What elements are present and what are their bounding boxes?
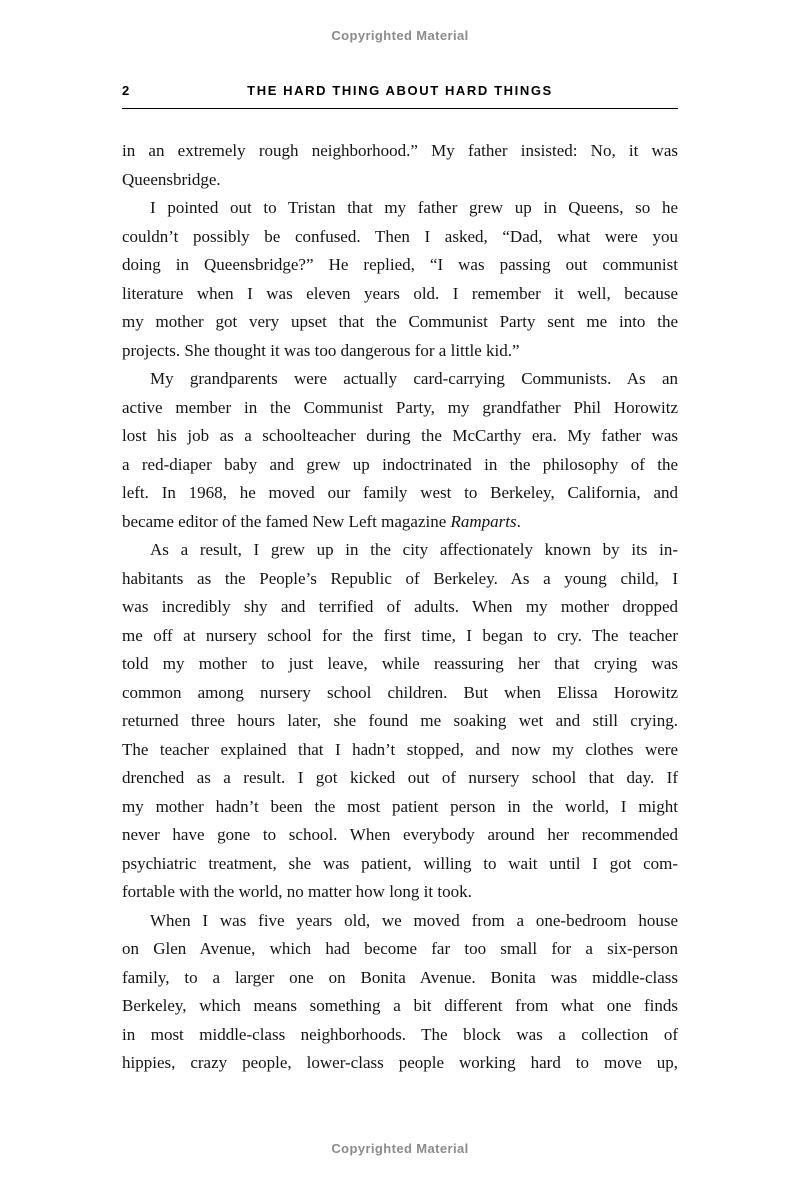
text-line: common among nursery school children. But when Elissa Horowitz bbox=[122, 682, 678, 702]
header-rule bbox=[122, 108, 678, 109]
text-line: As a result, I grew up in the city affectionately known by its in- bbox=[150, 540, 678, 559]
text-line: me off at nursery school for the first time, I began to cry. The teacher bbox=[122, 625, 678, 645]
text-line: never have gone to school. When everybody around her recommended bbox=[122, 825, 678, 844]
text-line: my mother hadn’t been the most patient person in the world, I might bbox=[122, 796, 678, 816]
text-line: lost his job as a schoolteacher during the McCarthy era. My father was bbox=[122, 426, 678, 445]
text-line: my mother got very upset that the Communist Party sent me into the bbox=[122, 312, 678, 331]
text-line: in most middle-class neighborhoods. The block was a collection of bbox=[122, 1024, 678, 1044]
text-line: drenched as a result. I got kicked out of nursery school that day. If bbox=[122, 768, 678, 787]
text-line: active member in the Communist Party, my grandfather Phil Horowitz bbox=[122, 397, 678, 417]
text-line: returned three hours later, she found me soaking wet and still crying. bbox=[122, 711, 678, 730]
text-line: When I was five years old, we moved from a one-bedroom house bbox=[150, 910, 678, 930]
text-line: couldn’t possibly be confused. Then I asked, “Dad, what were you bbox=[122, 226, 678, 246]
text-line: a red-diaper baby and grew up indoctrinated in the philosophy of the bbox=[122, 454, 678, 474]
text-line: literature when I was eleven years old. I remember it well, because bbox=[122, 283, 678, 303]
text-line: left. In 1968, he moved our family west to Berkeley, California, and bbox=[122, 483, 678, 502]
text-line: psychiatric treatment, she was patient, willing to wait until I got com- bbox=[122, 853, 678, 873]
page-number: 2 bbox=[122, 83, 130, 98]
text-line: on Glen Avenue, which had become far too small for a six-person bbox=[122, 939, 678, 958]
body-text bbox=[122, 137, 678, 1078]
text-line: Berkeley, which means something a bit different from what one finds bbox=[122, 996, 678, 1015]
text-line: Queensbridge. bbox=[122, 169, 221, 189]
text-line: habitants as the People’s Republic of Berkeley. As a young child, I bbox=[122, 568, 678, 588]
text-line: doing in Queensbridge?” He replied, “I was passing out communist bbox=[122, 255, 678, 274]
text-line: in an extremely rough neighborhood.” My father insisted: No, it was bbox=[122, 141, 678, 160]
text-line: projects. She thought it was too dangerous for a little kid.” bbox=[122, 340, 520, 360]
text-line: told my mother to just leave, while reassuring her that crying was bbox=[122, 654, 678, 673]
text-line: became editor of the famed New Left magazine Ramparts. bbox=[122, 511, 521, 531]
text-line: I pointed out to Tristan that my father grew up in Queens, so he bbox=[150, 198, 678, 217]
text-line: hippies, crazy people, lower-class people working hard to move up, bbox=[122, 1053, 678, 1072]
text-line: My grandparents were actually card-carrying Communists. As an bbox=[150, 369, 678, 388]
running-header bbox=[122, 83, 678, 98]
copyright-watermark-bottom: Copyrighted Material bbox=[331, 1141, 469, 1156]
text-line: fortable with the world, no matter how long it took. bbox=[122, 882, 472, 901]
book-title: THE HARD THING ABOUT HARD THINGS bbox=[247, 83, 553, 98]
text-line: was incredibly shy and terrified of adults. When my mother dropped bbox=[122, 597, 678, 616]
copyright-watermark-top: Copyrighted Material bbox=[331, 28, 469, 43]
text-line: The teacher explained that I hadn’t stopped, and now my clothes were bbox=[122, 739, 678, 759]
text-line: family, to a larger one on Bonita Avenue. Bonita was middle-class bbox=[122, 967, 678, 987]
